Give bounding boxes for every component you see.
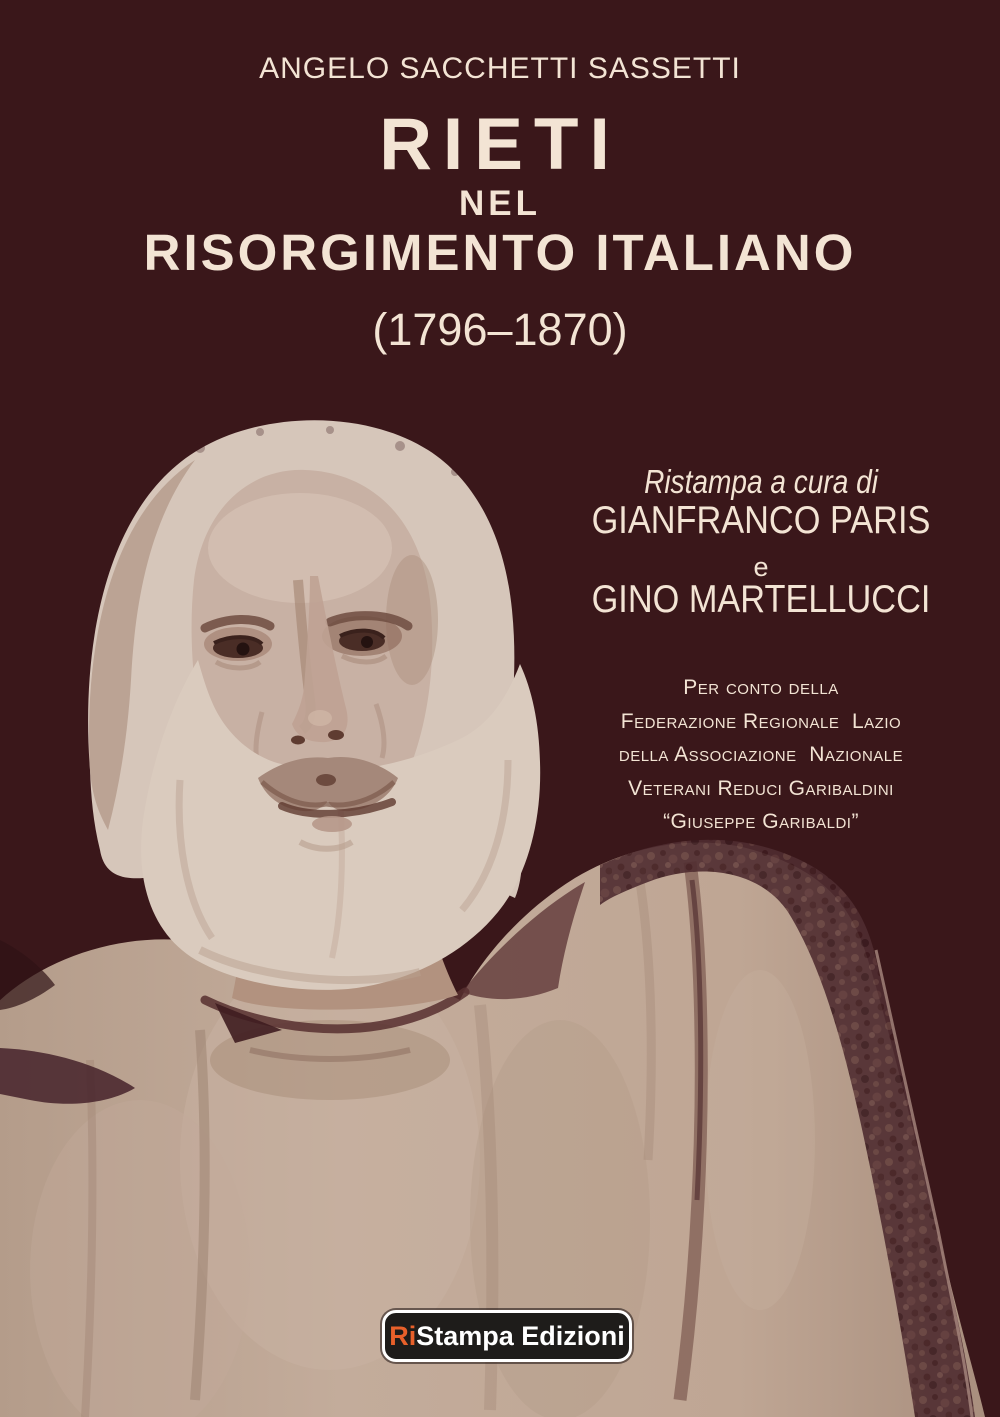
author-name: ANGELO SACCHETTI SASSETTI [259,52,741,85]
publisher-logo [382,1310,632,1362]
book-title-years: (1796–1870) [372,304,628,355]
commission-line-4: Veterani Reduci Garibaldini [628,776,894,800]
commission-line-5: “Giuseppe Garibaldi” [663,810,859,833]
editor-name-2: GINO MARTELLUCCI [591,578,931,621]
book-title-subject: RISORGIMENTO ITALIANO [143,224,857,281]
commission-line-1: Per conto della [683,676,839,699]
publisher-logo-prefix: Ri [389,1320,417,1351]
commission-line-2: Federazione Regionale Lazio [620,709,902,733]
reprint-intro: Ristampa a cura di [644,463,878,500]
commission-line-3: della Associazione Nazionale [618,743,904,766]
book-title-main: RIETI [379,104,621,185]
reprint-conjunction: e [753,552,769,582]
commission-block [526,671,996,839]
publisher-logo-name: Stampa Edizioni [416,1320,625,1351]
editor-name-1: GIANFRANCO PARIS [591,499,931,542]
book-title-nel: NEL [459,184,541,223]
